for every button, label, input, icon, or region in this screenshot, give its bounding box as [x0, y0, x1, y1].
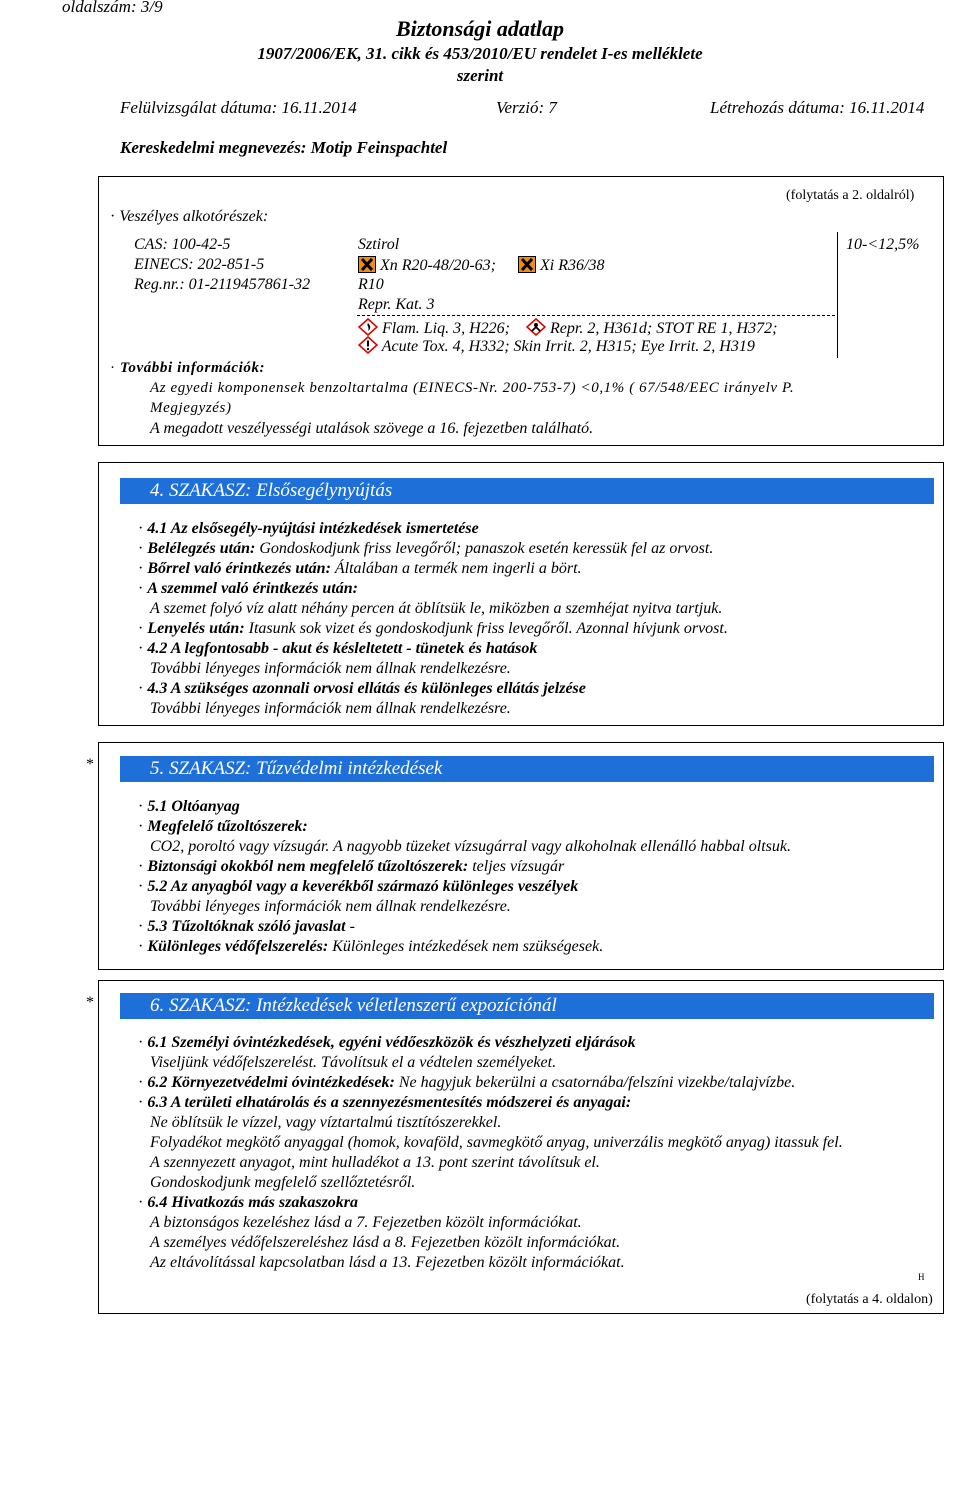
s64-heading: · 6.4 Hivatkozás más szakaszokra — [138, 1194, 358, 1212]
r10-classification: R10 — [358, 276, 384, 293]
s62-text: Ne hagyjuk bekerülni a csatornába/felszíni vizekbe/talajvízbe. — [398, 1074, 796, 1091]
skin-text: Általában a termék nem ingerli a bört. — [334, 560, 582, 577]
inhalation-text: Gondoskodjunk friss levegőről; panaszok esetén keressük fel az orvost. — [259, 540, 714, 557]
suitable-agents-heading: · Megfelelő tűzoltószerek: — [138, 818, 308, 836]
swallow-line — [138, 620, 728, 638]
ghs-acute-text: Acute Tox. 4, H332; Skin Irrit. 2, H315; Eye Irrit. 2, H319 — [381, 338, 755, 355]
xn-text: Xn R20-48/20-63; — [380, 257, 496, 274]
s62-line — [138, 1074, 795, 1092]
inhalation-label: Belélegzés után: — [147, 540, 256, 557]
trade-name: Kereskedelmi megnevezés: Motip Feinspachtel — [120, 138, 448, 157]
xn-harmful-icon — [358, 256, 376, 273]
protective-equipment-line — [138, 938, 603, 956]
table-divider — [837, 232, 838, 358]
ghs-repr-text: Repr. 2, H361d; STOT RE 1, H372; — [550, 320, 778, 337]
ghs-line-1b — [526, 318, 777, 338]
eye-heading: · A szemmel való érintkezés után: — [138, 580, 358, 598]
s43-heading: · 4.3 A szükséges azonnali orvosi ellátás és különleges ellátás jelzése — [138, 680, 586, 698]
skin-line — [138, 560, 582, 578]
xi-text: Xi R36/38 — [540, 257, 605, 274]
protective-text: Különleges intézkedések nem szükségesek. — [332, 938, 604, 955]
section5-change-marker: * — [86, 756, 94, 773]
s63-heading: · 6.3 A területi elhatárolás és a szennyezésmentesítés módszerei és anyagai: — [138, 1094, 631, 1112]
repr-category: Repr. Kat. 3 — [358, 296, 435, 313]
footer-h-mark: H — [918, 1272, 925, 1282]
unsuitable-agents-line — [138, 858, 564, 876]
ghs-line-1 — [358, 318, 510, 338]
unsuitable-label: Biztonsági okokból nem megfelelő tűzoltószerek: — [147, 858, 469, 875]
section5-title-bar — [120, 756, 934, 782]
ghs-flam-text: Flam. Liq. 3, H226; — [382, 320, 510, 337]
section4-title: 4. SZAKASZ: Elsősegélynyújtás — [150, 480, 393, 501]
skin-label: Bőrrel való érintkezés után: — [147, 560, 331, 577]
s53-dash: - — [349, 918, 355, 935]
continued-from: (folytatás a 2. oldalról) — [786, 188, 915, 203]
page-number: oldalszám: 3/9 — [62, 0, 163, 16]
swallow-text: Itasunk sok vizet és gondoskodjunk friss levegőről. Azonnal hívjunk orvost. — [248, 620, 728, 637]
section6-title-bar — [120, 993, 934, 1019]
s52-heading: · 5.2 Az anyagból vagy a keverékből származó különleges veszélyek — [138, 878, 578, 896]
s61-heading: · 6.1 Személyi óvintézkedések, egyéni védőeszközök és vészhelyzeti eljárások — [138, 1034, 636, 1052]
einecs-number: EINECS: 202-851-5 — [134, 256, 265, 273]
health-hazard-icon — [526, 318, 546, 336]
ghs-line-2 — [358, 336, 755, 356]
eye-text: A szemet folyó víz alatt néhány percen át öblítsük le, miközben a szemhéjat nyitva tartjuk. — [150, 600, 723, 617]
s61-text: Viseljünk védőfelszerelést. Távolítsuk el a védtelen személyeket. — [150, 1054, 557, 1071]
suitable-agents-text: CO2, poroltó vagy vízsugár. A nagyobb tüzeket vízsugárral vagy alkoholnak ellenálló habbal oltsuk. — [150, 838, 791, 855]
s64-line-1: A biztonságos kezeléshez lásd a 7. Fejezetben közölt információkat. — [150, 1214, 582, 1231]
xi-classification — [518, 256, 604, 275]
s62-heading: 6.2 Környezetvédelmi óvintézkedések: — [147, 1074, 395, 1091]
reg-number: Reg.nr.: 01-2119457861-32 — [134, 276, 311, 293]
s64-line-2: A személyes védőfelszereléshez lásd a 8. Fejezetben közölt információkat. — [150, 1234, 621, 1251]
s64-line-3: Az eltávolítással kapcsolatban lásd a 13. Fejezetben közölt információkat. — [150, 1254, 625, 1271]
swallow-label: Lenyelés után: — [147, 620, 245, 637]
xn-classification — [358, 256, 496, 275]
document-title: Biztonsági adatlap — [395, 16, 565, 41]
protective-label: Különleges védőfelszerelés: — [147, 938, 329, 955]
s41-heading: · 4.1 Az elsősegély-nyújtási intézkedések ismertetése — [138, 520, 479, 538]
regulation-line: 1907/2006/EK, 31. cikk és 453/2010/EU rendelet I-es melléklete — [257, 44, 703, 63]
further-info-line-2: Megjegyzés) — [150, 400, 232, 416]
section5-title: 5. SZAKASZ: Tűzvédelmi intézkedések — [150, 758, 443, 779]
s63-line-3: A szennyezett anyagot, mint hulladékot a 13. pont szerint távolítsuk el. — [150, 1154, 600, 1171]
creation-date: Létrehozás dátuma: 16.11.2014 — [710, 98, 925, 117]
s63-line-4: Gondoskodjunk megfelelő szellőztetésről. — [150, 1174, 416, 1191]
flame-icon — [358, 318, 378, 336]
hazardous-components-heading: · Veszélyes alkotórészek: — [110, 208, 268, 226]
unsuitable-text: teljes vízsugár — [472, 858, 565, 875]
further-info-line-3: A megadott veszélyességi utalások szövege a 16. fejezetben található. — [150, 420, 594, 437]
regulation-line-2: szerint — [456, 66, 504, 85]
s53-line — [138, 918, 355, 936]
section6-title: 6. SZAKASZ: Intézkedések véletlenszerű expozíciónál — [150, 995, 557, 1016]
further-info-heading: · További információk: — [110, 360, 265, 377]
version: Verzió: 7 — [496, 98, 557, 117]
s42-text: További lényeges információk nem állnak rendelkezésre. — [150, 660, 511, 677]
cas-number: CAS: 100-42-5 — [134, 236, 231, 253]
s63-line-1: Ne öblítsük le vízzel, vagy víztartalmú tisztítószerekkel. — [150, 1114, 502, 1131]
s63-line-2: Folyadékot megkötő anyaggal (homok, kovaföld, savmegkötő anyag, univerzális megkötő anyag) itassuk fel. — [150, 1134, 843, 1151]
further-info-line-1: Az egyedi komponensek benzoltartalma (EINECS-Nr. 200-753-7) <0,1% ( 67/548/EEC irányelv P. — [150, 380, 795, 396]
concentration: 10-<12,5% — [846, 236, 920, 253]
s53-heading: 5.3 Tűzoltóknak szóló javaslat — [147, 918, 346, 935]
s42-heading: · 4.2 A legfontosabb - akut és késleltetett - tünetek és hatások — [138, 640, 537, 658]
dashed-separator — [357, 315, 835, 316]
section4-title-bar — [120, 478, 934, 504]
s51-heading: · 5.1 Oltóanyag — [138, 798, 240, 816]
substance-name: Sztirol — [358, 236, 400, 253]
s43-text: További lényeges információk nem állnak rendelkezésre. — [150, 700, 511, 717]
revision-date: Felülvizsgálat dátuma: 16.11.2014 — [120, 98, 357, 117]
s52-text: További lényeges információk nem állnak rendelkezésre. — [150, 898, 511, 915]
xi-irritant-icon — [518, 256, 536, 273]
inhalation-line — [138, 540, 713, 558]
exclamation-icon — [358, 336, 378, 354]
continued-on: (folytatás a 4. oldalon) — [806, 1292, 933, 1307]
section6-change-marker: * — [86, 994, 94, 1011]
